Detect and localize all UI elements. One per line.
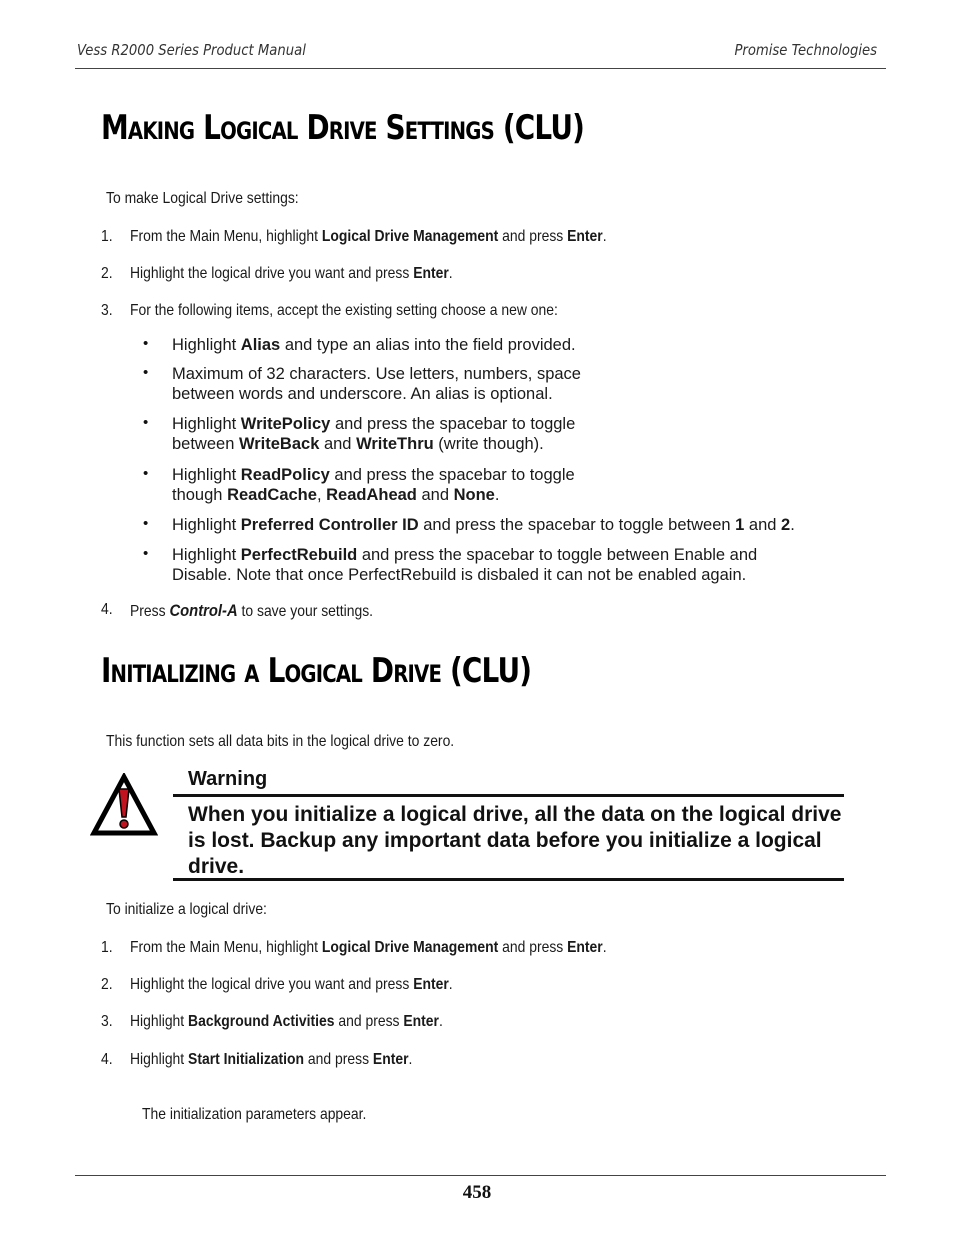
bullet-preferred-controller: • Highlight Preferred Controller ID and press the spacebar to toggle between 1 and 2. bbox=[143, 515, 795, 534]
warning-body: When you initialize a logical drive, all the data on the logical drive is lost. Backup any important data before you initialize a logical drive. bbox=[188, 803, 842, 878]
section2-intro: This function sets all data bits in the logical drive to zero. bbox=[106, 733, 455, 750]
bullet-alias: • Highlight Alias and type an alias into the field provided. bbox=[143, 335, 576, 354]
section-title-settings: Making Logical Drive Settings (CLU) bbox=[101, 108, 585, 148]
bullet-alias-limits: • Maximum of 32 characters. Use letters, numbers, space between words and underscore. An alias is optional. bbox=[143, 364, 581, 403]
bullet-read-policy: • Highlight ReadPolicy and press the spacebar to toggle though ReadCache, ReadAhead and None. bbox=[143, 465, 575, 504]
bullet-perfect-rebuild: • Highlight PerfectRebuild and press the spacebar to toggle between Enable and Disable. Note that once PerfectRebuild is disbaled it can not be enabled again. bbox=[143, 545, 758, 584]
warning-triangle-icon bbox=[90, 773, 158, 837]
page-number: 458 bbox=[462, 1182, 492, 1203]
header-company: Promise Technologies bbox=[734, 41, 877, 59]
bullet-write-policy: • Highlight WritePolicy and press the spacebar to toggle between WriteBack and WriteThru (write though). bbox=[143, 414, 576, 453]
warning-title: Warning bbox=[188, 768, 268, 790]
warning-top-rule bbox=[173, 794, 844, 797]
section2-intro-2: To initialize a logical drive: bbox=[106, 901, 267, 918]
warning-bottom-rule bbox=[173, 878, 844, 881]
section1-intro: To make Logical Drive settings: bbox=[106, 190, 299, 207]
footer-rule bbox=[75, 1175, 886, 1176]
section-title-initializing: Initializing a Logical Drive (CLU) bbox=[101, 651, 532, 691]
header-manual-title: Vess R2000 Series Product Manual bbox=[77, 41, 306, 59]
section2-result-text: The initialization parameters appear. bbox=[142, 1106, 367, 1123]
header-rule bbox=[75, 68, 886, 69]
